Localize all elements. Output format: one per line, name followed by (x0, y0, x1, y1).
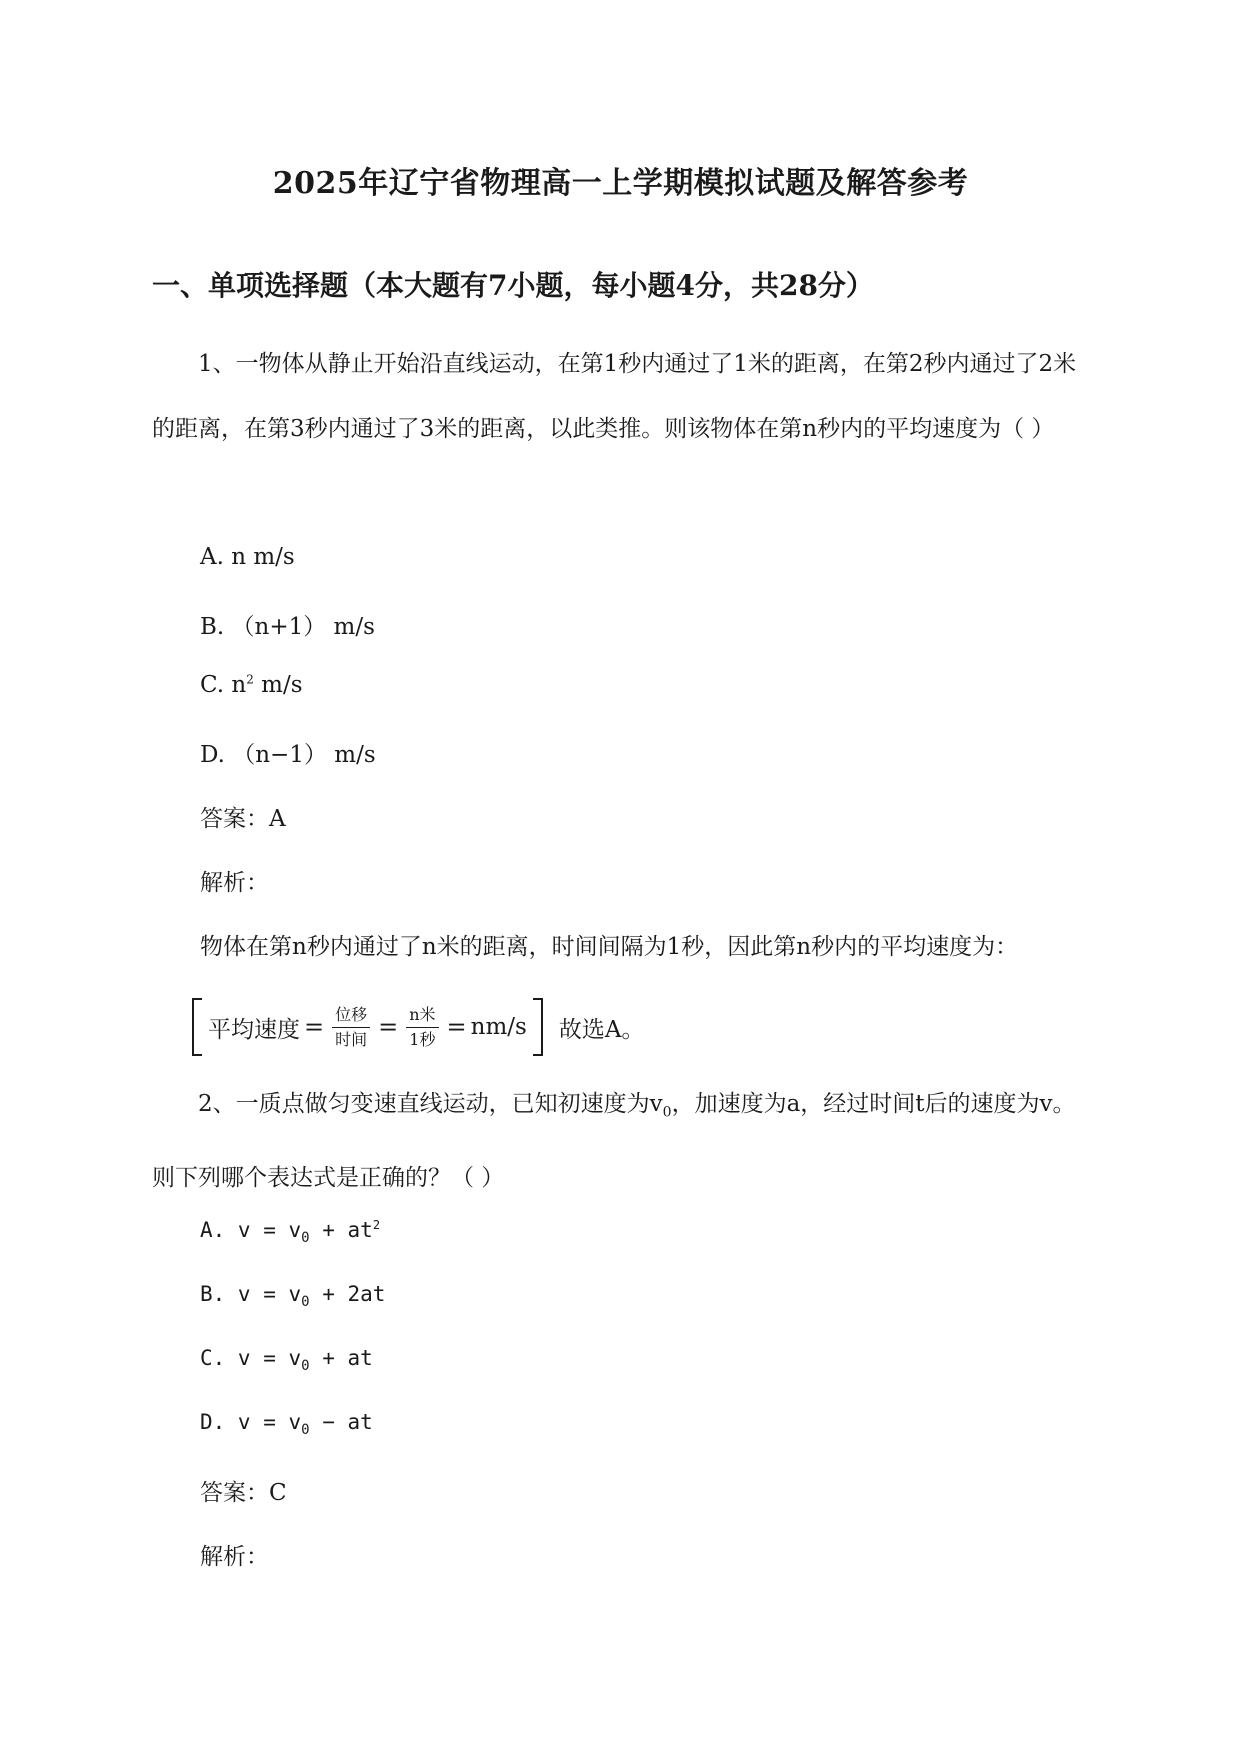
formula-equals-1: = (304, 1013, 325, 1041)
q1-answer: 答案：A (200, 806, 286, 832)
q2-answer: 答案：C (200, 1480, 287, 1506)
formula-fraction-2: $\frac{\text{n米}}{\text{1秒}}$ (406, 1005, 438, 1050)
formula-result: nm/s (470, 1014, 527, 1040)
formula-bracket-left (192, 998, 202, 1056)
q2-option-d: D. $v = v_0$ − at (200, 1410, 373, 1439)
q2-option-b: B. $v = v_0 + 2at$ (200, 1282, 386, 1311)
q2-analysis-label: 解析： (200, 1544, 269, 1570)
q1-formula (192, 994, 644, 1060)
section-heading: 一、单项选择题（本大题有7小题，每小题4分，共28分） (152, 269, 874, 302)
question-2-stem: 2、一质点做匀变速直线运动，已知初速度为$v_0$，加速度为a，经过时间t后的速度为v。则下列哪个表达式是正确的？（ ） (152, 1091, 1076, 1191)
q2-option-c: C. $v = v_0$ + at (200, 1346, 373, 1375)
q1-option-a: A. n m/s (200, 544, 295, 570)
formula-lhs: 平均速度 (208, 1016, 300, 1043)
q1-option-d: D. （n−1） m/s (200, 742, 376, 768)
q1-option-b: B. （n+1） m/s (200, 614, 375, 640)
question-1-stem (152, 332, 1092, 462)
question-1-stem-text: 1、一物体从静止开始沿直线运动，在第1秒内通过了1米的距离，在第2秒内通过了2米的距离，在第3秒内通过了3米的距离，以此类推。则该物体在第n秒内的平均速度为（ ） (152, 351, 1077, 442)
formula-equals-3: = (446, 1013, 467, 1041)
formula-fraction-1: $\frac{\text{位移}}{\text{时间}}$ (332, 1005, 370, 1050)
page-title: 2025年辽宁省物理高一上学期模拟试题及解答参考 (272, 166, 969, 201)
formula-bracket-right (533, 998, 543, 1056)
formula-equals-2: = (378, 1013, 399, 1041)
q1-option-c: C. $n^2$ m/s (200, 672, 303, 698)
q1-analysis-text: 物体在第n秒内通过了n米的距离，时间间隔为1秒，因此第n秒内的平均速度为： (200, 934, 1019, 960)
q2-option-a: A. $v = v_0 + at^2$ (200, 1218, 381, 1247)
q1-analysis-label: 解析： (200, 870, 269, 896)
q1-conclusion: 故选A。 (558, 1016, 645, 1043)
